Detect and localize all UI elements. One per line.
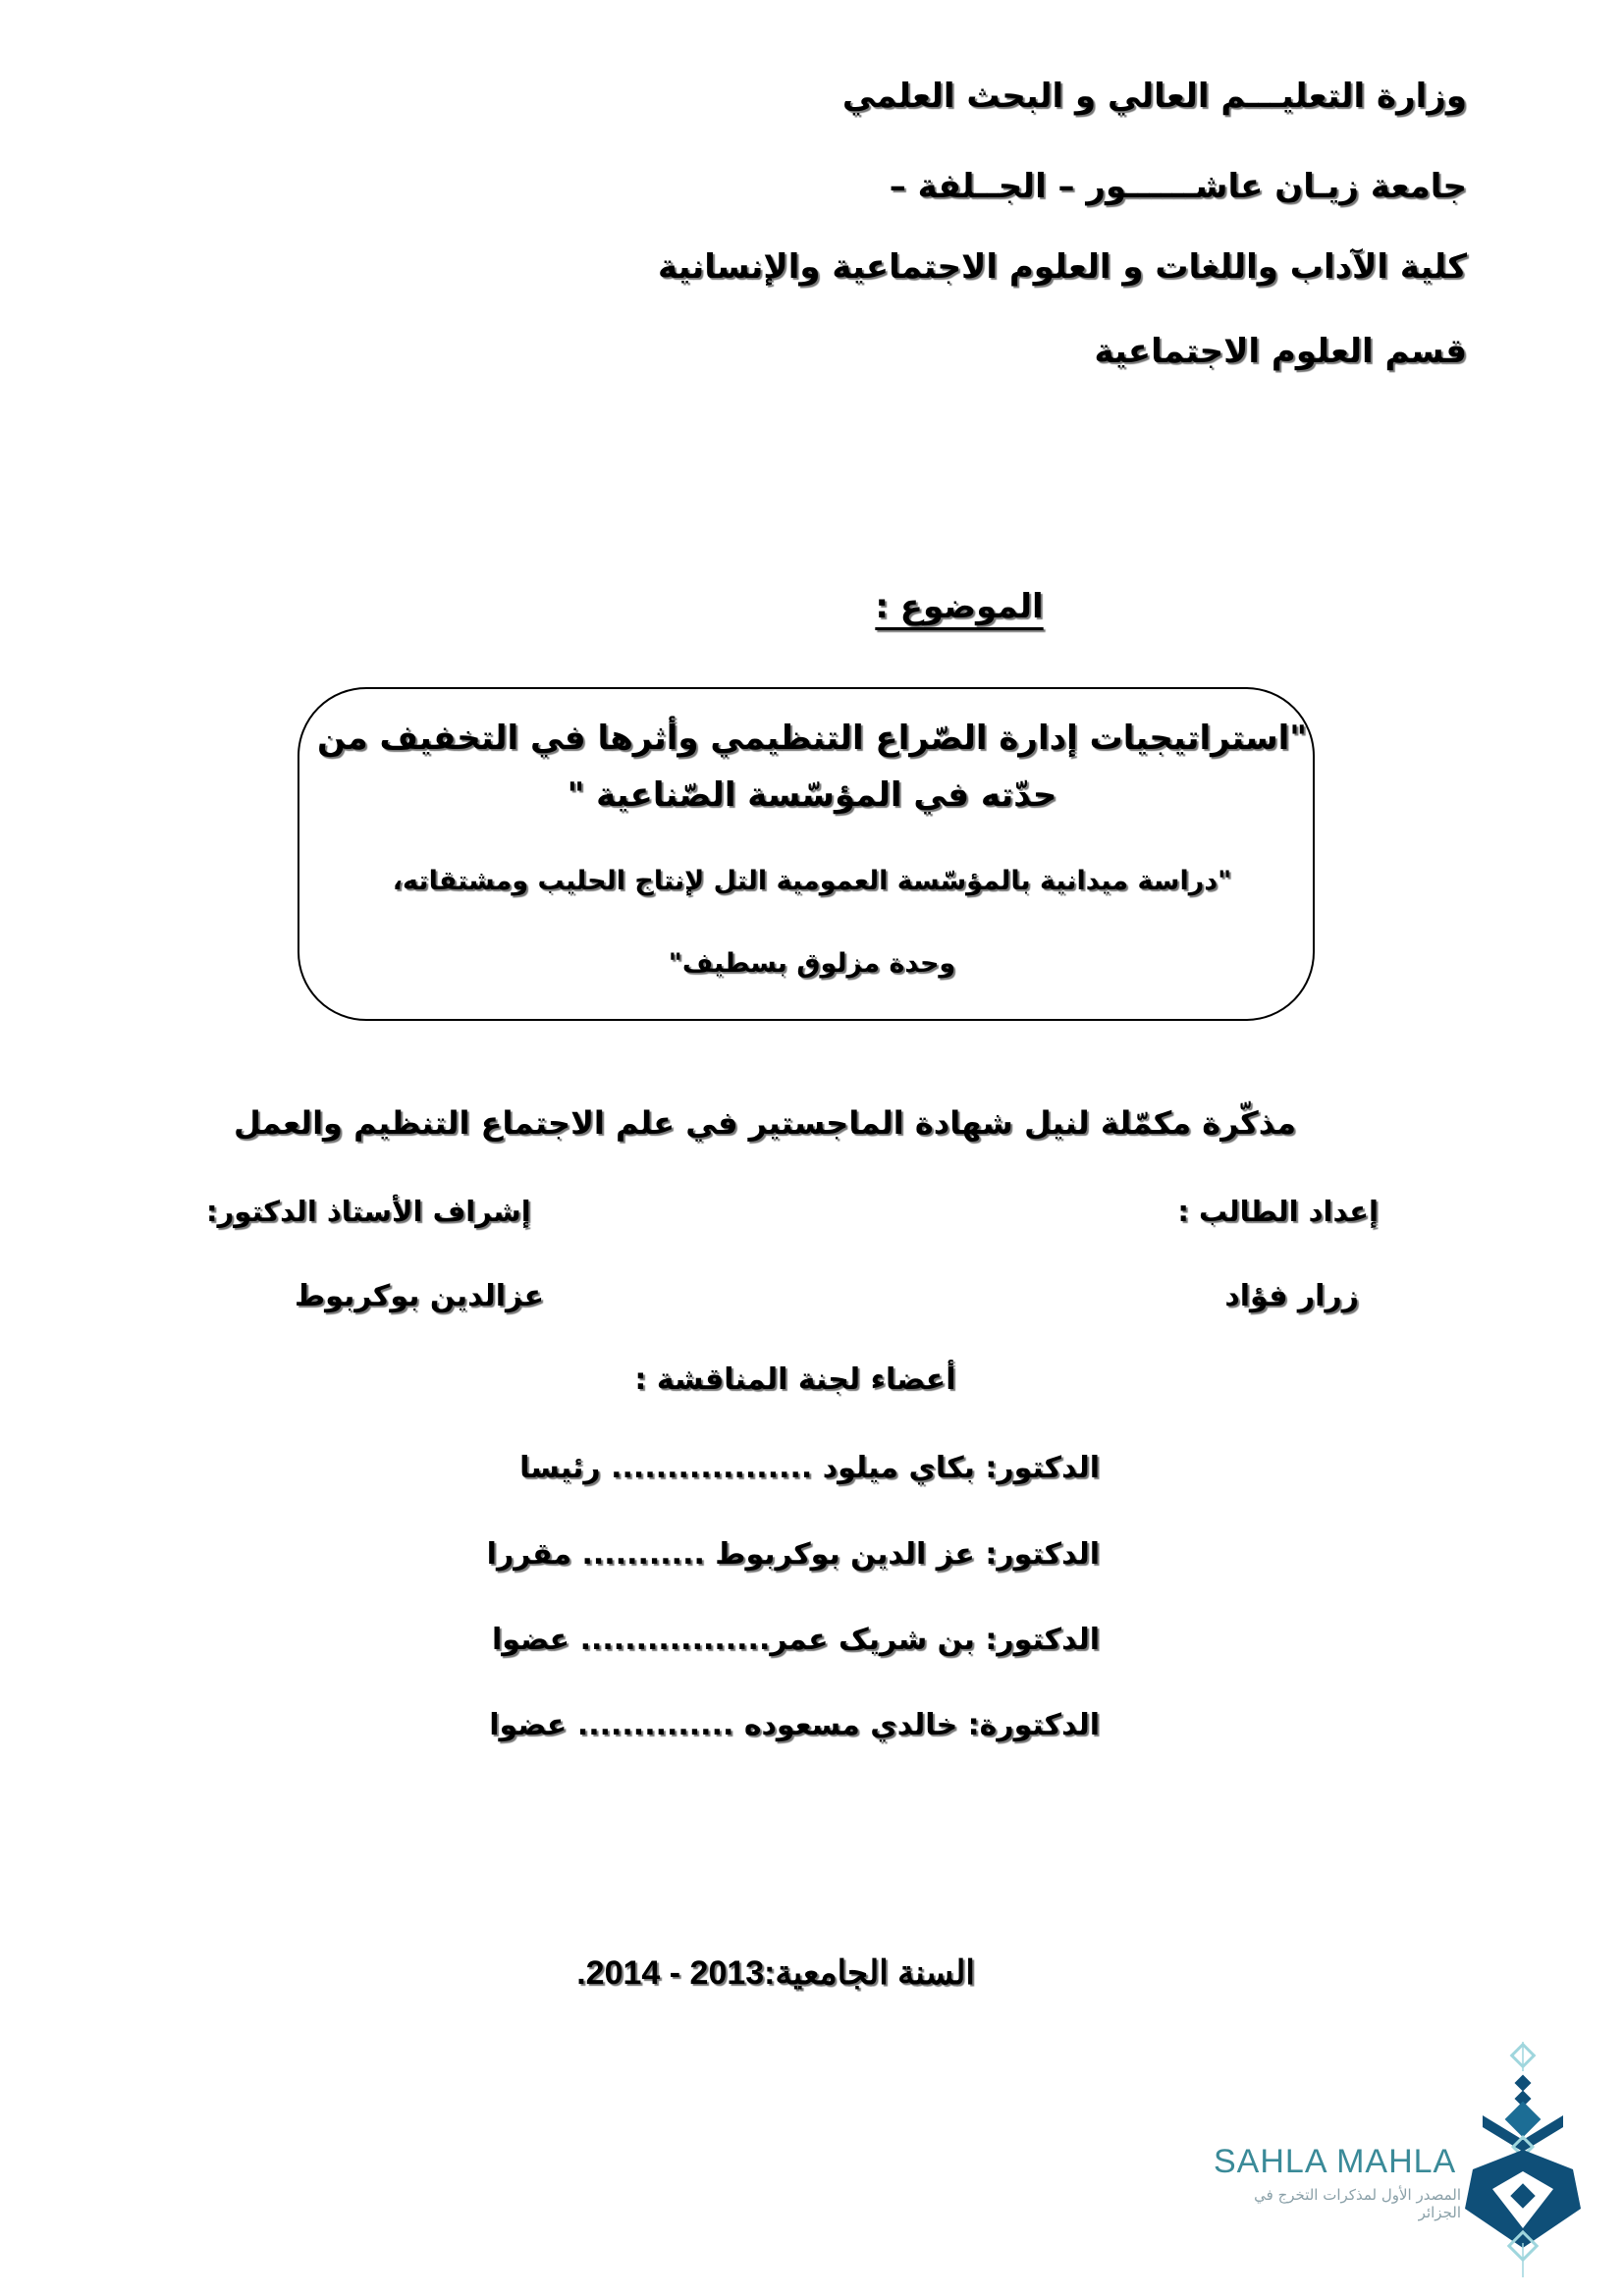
degree-statement: مذكّرة مكمّلة لنيل شهادة الماجستير في علم الاجتماع التنظيم والعمل bbox=[233, 1104, 1296, 1142]
prepared-by-label: إعداد الطالب : bbox=[1177, 1195, 1379, 1228]
subject-label: الموضوع : bbox=[875, 587, 1044, 626]
academic-year: السنة الجامعية:2013 - 2014. bbox=[576, 1954, 975, 1992]
calligraphy-logo-icon bbox=[1208, 2042, 1600, 2277]
ministry-heading: وزارة التعليـــم العالي و البحث العلمي bbox=[841, 77, 1467, 116]
faculty-heading: كلية الآداب واللغات و العلوم الاجتماعية والإنسانية bbox=[658, 247, 1467, 287]
committee-title: أعضاء لجنة المناقشة : bbox=[634, 1362, 956, 1397]
subject-label-row bbox=[0, 587, 1624, 626]
watermark-tagline: المصدر الأول لمذكرات التخرج في الجزائر bbox=[1254, 2186, 1461, 2221]
university-heading: جامعة زيـان عاشــــــور – الجــلفة – bbox=[889, 167, 1467, 206]
thesis-title-line-1: "استراتيجيات إدارة الصّراع التنظيمي وأثرها في التخفيف من bbox=[316, 719, 1308, 758]
supervisor-label: إشراف الأستاذ الدكتور: bbox=[206, 1195, 531, 1228]
study-line-2: وحدة مزلوق بسطيف" bbox=[668, 948, 956, 979]
thesis-title-line-2: حدّته في المؤسّسة الصّناعية " bbox=[567, 775, 1057, 815]
committee-member: الدكتور: بكاي ميلود .................. رئيسا bbox=[519, 1451, 1100, 1485]
study-line-1: "دراسة ميدانية بالمؤسّسة العمومية التل لإنتاج الحليب ومشتقاته، bbox=[392, 866, 1232, 896]
committee-member: الدكتور: عز الدين بوكربوط ........... مقررا bbox=[486, 1537, 1100, 1572]
department-heading: قسم العلوم الاجتماعية bbox=[1094, 332, 1467, 371]
student-name: زرار فؤاد bbox=[1224, 1279, 1359, 1313]
watermark-name: SAHLA MAHLA bbox=[1214, 2143, 1457, 2180]
committee-member: الدكتور: بن شريک عمر................. عضوا bbox=[492, 1623, 1100, 1657]
supervisor-name: عزالدين بوكربوط bbox=[295, 1279, 545, 1313]
committee-member: الدكتورة: خالدي مسعوده .............. عضوا bbox=[489, 1708, 1100, 1742]
